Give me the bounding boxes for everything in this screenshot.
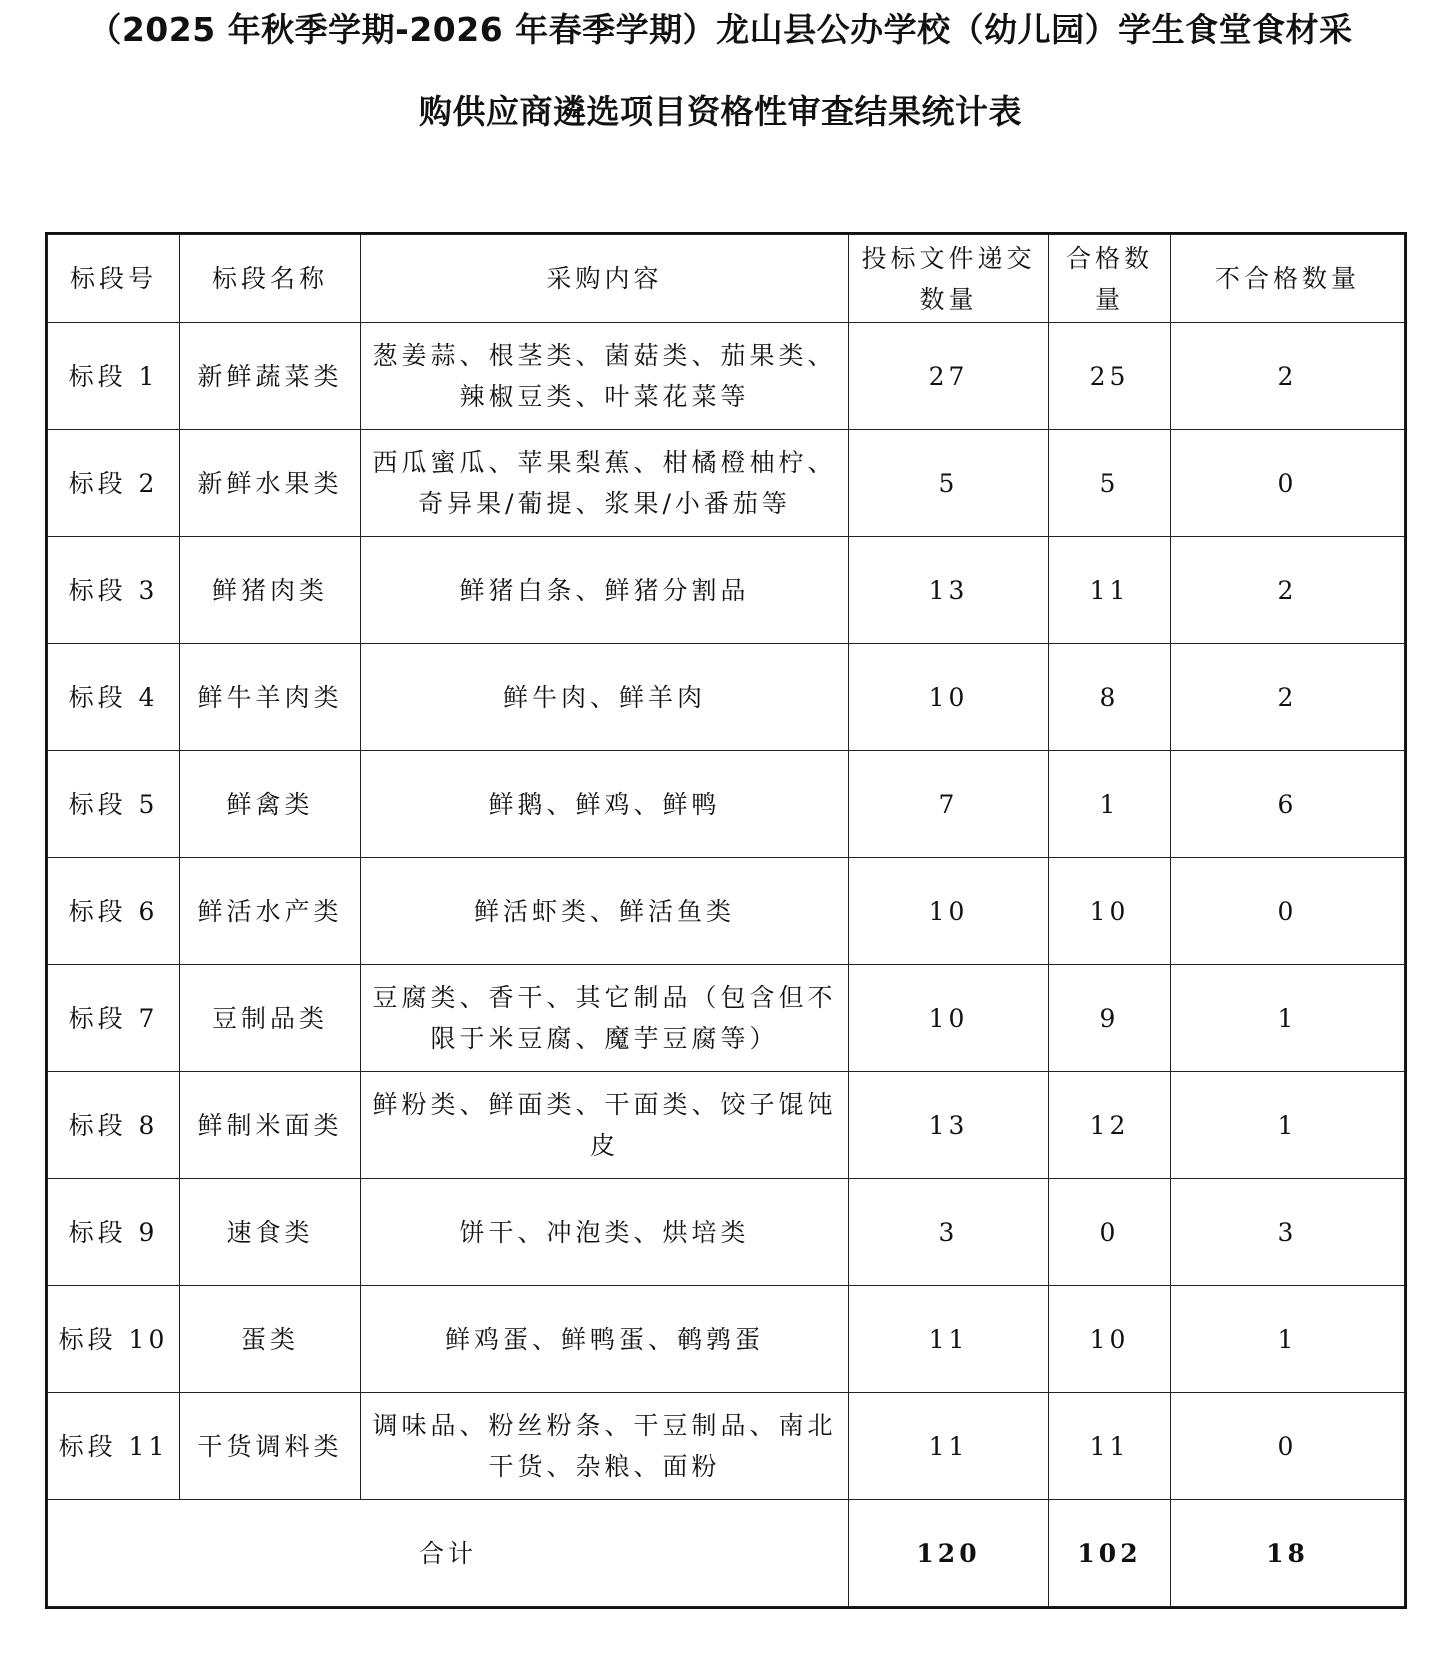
cell-submitted: 10: [849, 644, 1049, 751]
table-row: [48, 1072, 1405, 1179]
cell-submitted: 11: [849, 1393, 1049, 1500]
cell-lot-no: 标段 8: [48, 1072, 180, 1179]
cell-lot-name: 新鲜水果类: [180, 430, 361, 537]
cell-content: 鲜猪白条、鲜猪分割品: [361, 537, 849, 644]
cell-submitted: 10: [849, 858, 1049, 965]
table-row: [48, 1286, 1405, 1393]
cell-lot-name: 豆制品类: [180, 965, 361, 1072]
cell-unqualified: 1: [1171, 1072, 1405, 1179]
cell-lot-no: 标段 7: [48, 965, 180, 1072]
cell-content: 鲜鹅、鲜鸡、鲜鸭: [361, 751, 849, 858]
cell-content: 鲜鸡蛋、鲜鸭蛋、鹌鹑蛋: [361, 1286, 849, 1393]
cell-content: 鲜活虾类、鲜活鱼类: [361, 858, 849, 965]
cell-content: 饼干、冲泡类、烘培类: [361, 1179, 849, 1286]
cell-unqualified: 1: [1171, 965, 1405, 1072]
cell-qualified: 9: [1049, 965, 1171, 1072]
table-header-row: [48, 235, 1405, 323]
cell-lot-name: 鲜活水产类: [180, 858, 361, 965]
document-title-line-2: 购供应商遴选项目资格性审查结果统计表: [419, 92, 1022, 131]
cell-lot-name: 鲜猪肉类: [180, 537, 361, 644]
cell-lot-no: 标段 4: [48, 644, 180, 751]
cell-unqualified: 0: [1171, 430, 1405, 537]
total-unqualified: 18: [1171, 1500, 1405, 1607]
cell-lot-name: 新鲜蔬菜类: [180, 323, 361, 430]
cell-lot-no: 标段 11: [48, 1393, 180, 1500]
cell-qualified: 0: [1049, 1179, 1171, 1286]
table-row: [48, 1393, 1405, 1500]
header-lot-name: 标段名称: [180, 235, 361, 323]
cell-qualified: 8: [1049, 644, 1171, 751]
total-submitted: 120: [849, 1500, 1049, 1607]
cell-lot-no: 标段 6: [48, 858, 180, 965]
cell-unqualified: 0: [1171, 858, 1405, 965]
cell-content: 鲜牛肉、鲜羊肉: [361, 644, 849, 751]
total-qualified: 102: [1049, 1500, 1171, 1607]
cell-qualified: 10: [1049, 1286, 1171, 1393]
cell-qualified: 1: [1049, 751, 1171, 858]
cell-unqualified: 6: [1171, 751, 1405, 858]
table-row: [48, 965, 1405, 1072]
cell-unqualified: 0: [1171, 1393, 1405, 1500]
qualification-result-table: [47, 234, 1405, 1607]
cell-content: 葱姜蒜、根茎类、菌菇类、茄果类、辣椒豆类、叶菜花菜等: [361, 323, 849, 430]
table-row: [48, 858, 1405, 965]
cell-content: 鲜粉类、鲜面类、干面类、饺子馄饨皮: [361, 1072, 849, 1179]
cell-lot-name: 鲜牛羊肉类: [180, 644, 361, 751]
cell-submitted: 5: [849, 430, 1049, 537]
table-row: [48, 537, 1405, 644]
cell-qualified: 11: [1049, 1393, 1171, 1500]
table-row: [48, 644, 1405, 751]
cell-submitted: 27: [849, 323, 1049, 430]
cell-qualified: 11: [1049, 537, 1171, 644]
cell-unqualified: 1: [1171, 1286, 1405, 1393]
header-submitted: 投标文件递交数量: [849, 235, 1049, 323]
cell-submitted: 7: [849, 751, 1049, 858]
cell-lot-name: 速食类: [180, 1179, 361, 1286]
cell-lot-no: 标段 9: [48, 1179, 180, 1286]
cell-qualified: 12: [1049, 1072, 1171, 1179]
cell-qualified: 25: [1049, 323, 1171, 430]
cell-unqualified: 2: [1171, 323, 1405, 430]
cell-qualified: 5: [1049, 430, 1171, 537]
cell-lot-no: 标段 5: [48, 751, 180, 858]
header-qualified: 合格数量: [1049, 235, 1171, 323]
document-title-line-1: （2025 年秋季学期-2026 年春季学期）龙山县公办学校（幼儿园）学生食堂食材采: [88, 10, 1353, 49]
cell-lot-no: 标段 10: [48, 1286, 180, 1393]
cell-content: 西瓜蜜瓜、苹果梨蕉、柑橘橙柚柠、奇异果/葡提、浆果/小番茄等: [361, 430, 849, 537]
header-content: 采购内容: [361, 235, 849, 323]
cell-submitted: 10: [849, 965, 1049, 1072]
cell-lot-name: 蛋类: [180, 1286, 361, 1393]
cell-submitted: 13: [849, 537, 1049, 644]
cell-qualified: 10: [1049, 858, 1171, 965]
cell-unqualified: 3: [1171, 1179, 1405, 1286]
cell-lot-no: 标段 1: [48, 323, 180, 430]
table-row: [48, 323, 1405, 430]
cell-content: 豆腐类、香干、其它制品（包含但不限于米豆腐、魔芋豆腐等）: [361, 965, 849, 1072]
table-row: [48, 430, 1405, 537]
cell-submitted: 3: [849, 1179, 1049, 1286]
total-label: 合计: [48, 1500, 849, 1607]
cell-lot-no: 标段 3: [48, 537, 180, 644]
cell-unqualified: 2: [1171, 644, 1405, 751]
cell-submitted: 11: [849, 1286, 1049, 1393]
table-row: [48, 751, 1405, 858]
cell-lot-name: 干货调料类: [180, 1393, 361, 1500]
cell-lot-no: 标段 2: [48, 430, 180, 537]
header-unqualified: 不合格数量: [1171, 235, 1405, 323]
header-lot-no: 标段号: [48, 235, 180, 323]
total-row: [48, 1500, 1405, 1607]
table-row: [48, 1179, 1405, 1286]
cell-unqualified: 2: [1171, 537, 1405, 644]
cell-content: 调味品、粉丝粉条、干豆制品、南北干货、杂粮、面粉: [361, 1393, 849, 1500]
cell-lot-name: 鲜禽类: [180, 751, 361, 858]
cell-lot-name: 鲜制米面类: [180, 1072, 361, 1179]
cell-submitted: 13: [849, 1072, 1049, 1179]
